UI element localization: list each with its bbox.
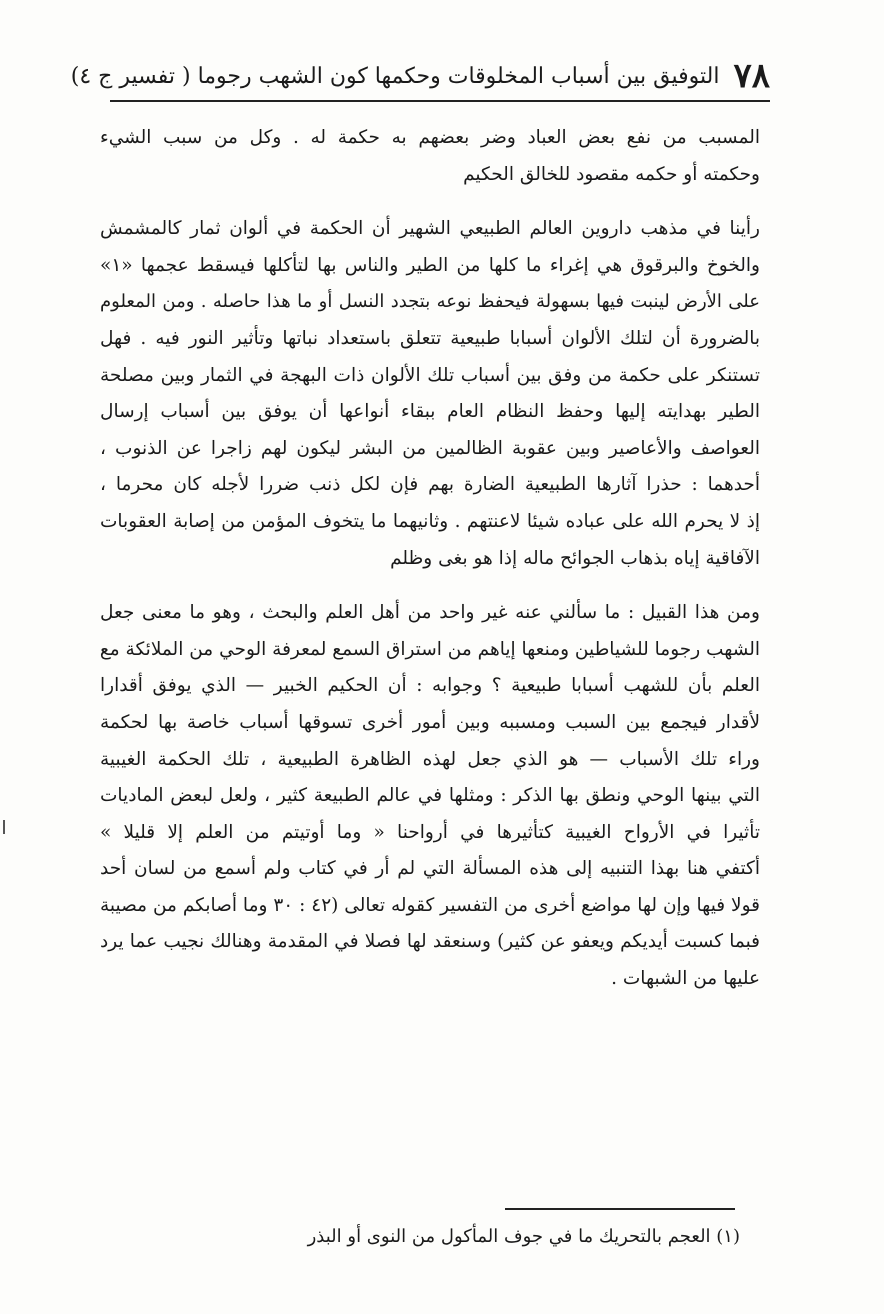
body-text	[100, 120, 760, 998]
text-line: على الأرض لينبت فيها بسهولة فيحفظ نوعه بتجدد النسل أو ما هذا حاصله . ومن المعلوم	[100, 291, 760, 313]
scan-margin-mark	[3, 820, 5, 834]
text-line: عليها من الشبهات .	[611, 968, 760, 990]
footnote-divider	[505, 1208, 735, 1210]
text-line: ومن هذا القبيل : ما سألني عنه غير واحد من أهل العلم والبحث ، وهو ما معنى جعل	[100, 602, 760, 624]
text-line: وحكمته أو حكمه مقصود للخالق الحكيم	[463, 163, 760, 185]
text-line: وراء تلك الأسباب — هو الذي جعل لهذه الظاهرة الطبيعية ، تلك الحكمة الغيبية	[100, 748, 760, 770]
text-line: رأينا في مذهب داروين العالم الطبيعي الشهير أن الحكمة في ألوان ثمار كالمشمش	[100, 218, 760, 240]
footnote: (١) العجم بالتحريك ما في جوف المأكول من النوى أو البذر	[307, 1226, 740, 1247]
text-line: العواصف والأعاصير وبين عقوبة الظالمين من البشر ليكون لهم زاجرا عن الذنوب ،	[100, 437, 760, 459]
text-line: إذ لا يحرم الله على عباده شيئا لاعنتهم . وثانيهما ما يتخوف المؤمن من إصابة العقوبات	[100, 510, 760, 532]
text-line: لأقدار فيجمع بين السبب ومسببه وبين أمور أخرى تسوقها أسباب خاصة بها لحكمة	[100, 711, 760, 733]
text-line: أكتفي هنا بهذا التنبيه إلى هذه المسألة التي لم أر في كتاب ولم أسمع من لسان أحد	[100, 858, 760, 880]
paragraph-gap	[100, 577, 760, 595]
page-number: ٧٨	[733, 56, 770, 96]
text-line: تستنكر على حكمة من وفق بين أسباب تلك الألوان ذات البهجة في الثمار وبين مصلحة	[100, 364, 760, 386]
text-line: تأثيرا في الأرواح الغيبية كتأثيرها في أرواحنا « وما أوتيتم من العلم إلا قليلا »	[100, 821, 760, 843]
text-line: قولا فيها وإن لها مواضع أخرى من التفسير كقوله تعالى (٤٢ : ٣٠ وما أصابكم من مصيبة	[100, 894, 760, 916]
text-line: أحدهما : حذرا آثارها الطبيعية الضارة بهم فإن لكل ذنب ضررا لأجله كان محرما ،	[100, 474, 760, 496]
text-line: الآفاقية إياه بذهاب الجوائح ماله إذا هو بغى وظلم	[390, 547, 760, 569]
text-line: العلم بأن للشهب أسبابا طبيعية ؟ وجوابه : أن الحكيم الخبير — الذي يوفق أقدارا	[100, 675, 760, 697]
text-line: الطير بهدايته إليها وحفظ النظام العام ببقاء أنواعها أن يوفق بين أسباب إرسال	[100, 401, 760, 423]
running-title: التوفيق بين أسباب المخلوقات وحكمها كون الشهب رجوما ( تفسير ج ٤)	[70, 63, 720, 89]
text-line: فبما كسبت أيديكم ويعفو عن كثير) وسنعقد لها فصلا في المقدمة وهنالك نجيب عما يرد	[100, 931, 760, 953]
text-line: بالضرورة أن لتلك الألوان أسبابا طبيعية تتعلق باستعداد نباتها وتأثير النور فيه . فهل	[100, 327, 760, 349]
text-line: والخوخ والبرقوق هي إغراء ما كلها من الطير والناس بها لتأكلها فيسقط عجمها «١»	[100, 254, 760, 276]
page-header	[70, 52, 770, 102]
text-line: الشهب رجوما للشياطين ومنعها إياهم من استراق السمع لمعرفة الوحي من الملائكة مع	[99, 638, 760, 660]
text-line: التي بينها الوحي ونطق بها الذكر : ومثلها في عالم الطبيعة كثير ، ولعل لبعض الماديات	[100, 785, 760, 807]
paragraph-gap	[100, 193, 760, 211]
text-line: المسبب من نفع بعض العباد وضر بعضهم به حكمة له . وكل من سبب الشيء	[100, 127, 760, 148]
